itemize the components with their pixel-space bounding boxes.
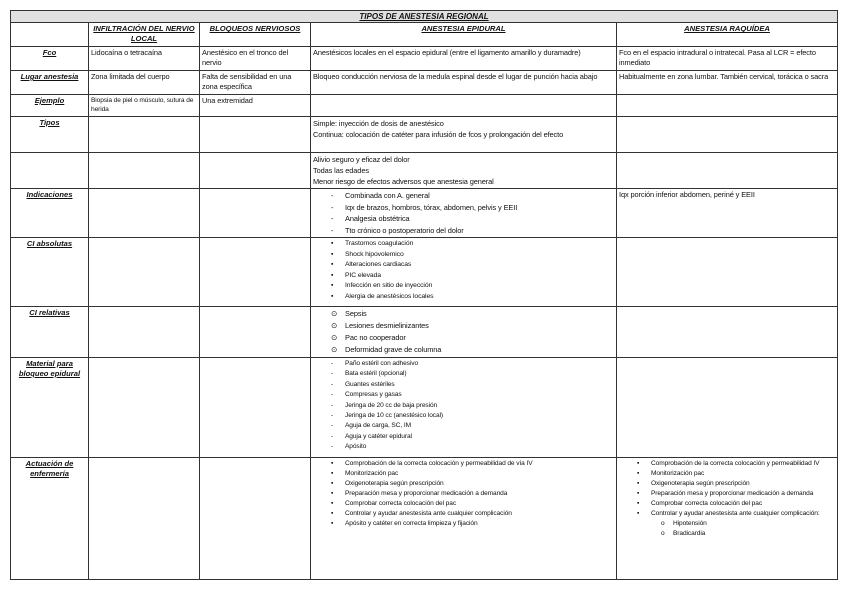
list-item [313, 271, 614, 282]
row-material [11, 358, 838, 458]
anesthesia-table [10, 10, 838, 580]
row-indicaciones [11, 189, 838, 238]
list-item-text: Controlar y ayudar anestesista ante cualquier complicación: [651, 510, 820, 517]
list-item [313, 380, 614, 390]
bullet-marker: ▪ [331, 470, 334, 477]
list-item-text: Aguja y catéter epidural [345, 432, 412, 440]
bullet-marker: ⊙ [331, 321, 338, 330]
header-raquidea: ANESTESIA RAQUÍDEA [617, 23, 838, 47]
indicaciones-epidural [311, 189, 617, 238]
lugar-infiltracion: Zona limitada del cuerpo [89, 71, 200, 95]
list-item [313, 421, 614, 431]
ventajas-epidural [311, 153, 617, 189]
actuacion-bloqueos [200, 458, 311, 580]
bullet-marker: ▪ [331, 520, 334, 527]
table-title: TIPOS DE ANESTESIA REGIONAL [11, 11, 838, 23]
row-tipos [11, 117, 838, 153]
list-item [619, 489, 835, 499]
list-item-text: Oxigenoterapia según prescripción [651, 480, 750, 487]
actuacion-infiltracion [89, 458, 200, 580]
list-item-text: Oxigenoterapia según prescripción [345, 480, 444, 487]
bullet-marker: ▪ [637, 500, 640, 507]
list-item-text: Hipotensión [673, 520, 707, 527]
list-item [313, 442, 614, 452]
list-item [313, 469, 614, 479]
list-item-text: Iqx de brazos, hombros, tórax, abdomen, pelvis y EEII [345, 202, 518, 212]
bullet-marker: - [331, 360, 334, 367]
ci-relativas-raquidea [617, 307, 838, 358]
list-item-text: PIC elevada [345, 271, 381, 279]
list-item [313, 509, 614, 519]
list-item [313, 499, 614, 509]
ci-absolutas-list [313, 239, 614, 302]
list-item [313, 281, 614, 292]
ci-relativas-bloqueos [200, 307, 311, 358]
list-item-text: Deformidad grave de columna [345, 345, 442, 354]
row-label-ventajas [11, 153, 89, 189]
row-ci-absolutas [11, 238, 838, 307]
list-item [313, 369, 614, 379]
bullet-marker: ⊙ [331, 333, 338, 342]
list-item-text: Preparación mesa y proporcionar medicación a demanda [345, 490, 508, 497]
bullet-marker: - [331, 370, 334, 378]
list-item [313, 401, 614, 411]
indicaciones-raquidea: Iqx porción inferior abdomen, periné y EEII [617, 189, 838, 238]
row-label-ci-absolutas: CI absolutas [11, 238, 89, 307]
row-lugar [11, 71, 838, 95]
ejemplo-epidural [311, 95, 617, 117]
ejemplo-infiltracion: Biopsia de piel o músculo, sutura de herida [89, 95, 200, 117]
bullet-marker: ▪ [331, 292, 334, 300]
bullet-marker: ⊙ [331, 309, 338, 318]
list-item [313, 202, 614, 214]
list-item [619, 509, 835, 519]
ventaja-line: Alivio seguro y eficaz del dolor [313, 155, 410, 164]
list-item-text: Jeringa de 10 cc (anestésico local) [345, 412, 444, 420]
list-item-text: Analgesia obstétrica [345, 214, 410, 223]
list-item-text: Infección en sitio de inyección [345, 282, 433, 289]
bullet-marker: ⊙ [331, 345, 338, 354]
list-item [313, 320, 614, 332]
header-row [11, 23, 838, 47]
list-item-text: Trastornos coagulación [345, 240, 414, 247]
fco-raquidea: Fco en el espacio intradural o intratecal. Pasa al LCR = efecto inmediato [617, 47, 838, 71]
ventajas-infiltracion [89, 153, 200, 189]
header-infiltracion: INFILTRACIÓN DEL NERVIO LOCAL [89, 23, 200, 47]
list-item [313, 239, 614, 250]
list-item-text: Tto crónico o postoperatorio del dolor [345, 225, 464, 235]
bullet-marker: ▪ [637, 460, 640, 467]
bullet-marker: ▪ [331, 480, 334, 487]
tipos-epidural [311, 117, 617, 153]
bullet-marker: ▪ [637, 470, 640, 477]
material-bloqueos [200, 358, 311, 458]
bullet-marker: ▪ [331, 500, 334, 507]
tipos-continua: Continua: colocación de catéter para infusión de fcos y prolongación del efecto [313, 130, 564, 139]
list-item [313, 359, 614, 369]
fco-epidural: Anestésicos locales en el espacio epidural (entre el ligamento amarillo y duramadre) [311, 47, 617, 71]
list-item [313, 225, 614, 237]
document-page [10, 10, 838, 580]
ci-absolutas-infiltracion [89, 238, 200, 307]
bullet-marker: ▪ [331, 490, 334, 497]
bullet-marker: - [331, 225, 334, 235]
material-raquidea [617, 358, 838, 458]
list-item [313, 489, 614, 499]
list-item-text: Comprobación de la correcta colocación y permeabilidad IV [651, 460, 820, 467]
lugar-epidural: Bloqueo conducción nerviosa de la medula espinal desde el lugar de punción hacia abajo [311, 71, 617, 95]
ventaja-line: Menor riesgo de efectos adversos que anestesia general [313, 177, 494, 186]
bullet-marker: - [331, 443, 334, 451]
bullet-marker: - [331, 214, 334, 223]
row-label-lugar: Lugar anestesia [11, 71, 89, 95]
list-item-text: Shock hipovolemico [345, 250, 404, 258]
list-item-text: Preparación mesa y proporcionar medicación a demanda [651, 490, 814, 497]
list-item [313, 190, 614, 202]
bullet-marker: - [331, 391, 334, 399]
list-item-text: Pac no cooperador [345, 333, 406, 342]
list-item-text: Comprobar correcta colocación del pac [651, 500, 763, 507]
bullet-marker: o [661, 520, 665, 527]
list-item [619, 479, 835, 489]
actuacion-raquidea [617, 458, 838, 580]
list-item-text: Apósito [345, 443, 367, 451]
bullet-marker: ▪ [331, 271, 334, 279]
bullet-marker: ▪ [331, 250, 334, 258]
bullet-marker: - [331, 412, 334, 420]
list-item [313, 479, 614, 489]
list-item-text: Bradicardia [673, 530, 706, 537]
bullet-marker: - [331, 422, 334, 430]
list-item [619, 499, 835, 509]
list-item [619, 519, 835, 529]
bullet-marker: - [331, 432, 334, 440]
list-item-text: Guantes estériles [345, 380, 395, 388]
lugar-bloqueos: Falta de sensibilidad en una zona específica [200, 71, 311, 95]
list-item [313, 390, 614, 400]
list-item-text: Combinada con A. general [345, 191, 430, 200]
actuacion-epidural-list [313, 459, 614, 529]
ci-absolutas-bloqueos [200, 238, 311, 307]
list-item-text: Comprobar correcta colocación del pac [345, 500, 457, 507]
ci-absolutas-raquidea [617, 238, 838, 307]
list-item-text: Aguja de carga, SC, IM [345, 422, 411, 430]
list-item [313, 432, 614, 442]
list-item-text: Jeringa de 20 cc de baja presión [345, 401, 438, 409]
indicaciones-list [313, 190, 614, 236]
ventajas-bloqueos [200, 153, 311, 189]
actuacion-raquidea-list [619, 459, 835, 519]
bullet-marker: ▪ [331, 261, 334, 268]
tipos-raquidea [617, 117, 838, 153]
row-ejemplo [11, 95, 838, 117]
bullet-marker: - [331, 191, 334, 200]
bullet-marker: - [331, 401, 334, 409]
list-item [619, 459, 835, 469]
header-bloqueos: BLOQUEOS NERVIOSOS [200, 23, 311, 47]
list-item [313, 459, 614, 469]
row-label-actuacion: Actuación de enfermería [11, 458, 89, 580]
list-item-text: Sepsis [345, 309, 367, 318]
fco-infiltracion: Lidocaína o tetracaína [89, 47, 200, 71]
list-item-text: Controlar y ayudar anestesista ante cualquier complicación [345, 510, 512, 517]
row-label-material: Material para bloqueo epidural [11, 358, 89, 458]
list-item [313, 292, 614, 303]
bullet-marker: ▪ [331, 240, 334, 247]
row-label-ejemplo: Ejemplo [11, 95, 89, 117]
tipos-simple: Simple: inyección de dosis de anestésico [313, 119, 444, 128]
lugar-raquidea: Habitualmente en zona lumbar. También cervical, torácica o sacra [617, 71, 838, 95]
row-label-ci-relativas: CI relativas [11, 307, 89, 358]
list-item-text: Monitorización pac [345, 470, 399, 477]
list-item [313, 411, 614, 421]
ejemplo-raquidea [617, 95, 838, 117]
indicaciones-infiltracion [89, 189, 200, 238]
ci-relativas-list [313, 308, 614, 356]
actuacion-raquidea-sublist [619, 519, 835, 539]
list-item-text: Comprobación de la correcta colocación y permeabilidad de vía IV [345, 460, 533, 467]
list-item [313, 250, 614, 261]
list-item [313, 308, 614, 320]
ci-absolutas-epidural [311, 238, 617, 307]
row-label-fco: Fco [11, 47, 89, 71]
list-item-text: Alergia de anestésicos locales [345, 292, 434, 300]
ci-relativas-infiltracion [89, 307, 200, 358]
list-item [313, 519, 614, 529]
bullet-marker: ▪ [637, 480, 640, 487]
header-empty-cell [11, 23, 89, 47]
list-item [619, 529, 835, 539]
bullet-marker: - [331, 380, 334, 388]
row-label-indicaciones: Indicaciones [11, 189, 89, 238]
list-item [619, 469, 835, 479]
material-epidural [311, 358, 617, 458]
bullet-marker: ▪ [331, 282, 334, 289]
list-item-text: Alteraciones cardiacas [345, 261, 412, 268]
list-item-text: Lesiones desmielinizantes [345, 321, 429, 330]
row-actuacion [11, 458, 838, 580]
bullet-marker: o [661, 530, 665, 537]
list-item-text: Monitorización pac [651, 470, 705, 477]
list-item-text: Apósito y catéter en correcta limpieza y fijación [345, 520, 478, 527]
header-epidural: ANESTESIA EPIDURAL [311, 23, 617, 47]
ejemplo-bloqueos: Una extremidad [200, 95, 311, 117]
fco-bloqueos: Anestésico en el tronco del nervio [200, 47, 311, 71]
list-item-text: Paño estéril con adhesivo [345, 360, 419, 367]
list-item [313, 213, 614, 225]
material-list [313, 359, 614, 453]
bullet-marker: ▪ [637, 510, 640, 517]
ventajas-raquidea [617, 153, 838, 189]
list-item [313, 260, 614, 271]
list-item-text: Bata estéril (opcional) [345, 370, 407, 378]
bullet-marker: ▪ [331, 460, 334, 467]
tipos-infiltracion [89, 117, 200, 153]
tipos-bloqueos [200, 117, 311, 153]
ci-relativas-epidural [311, 307, 617, 358]
list-item-text: Compresas y gasas [345, 391, 402, 399]
row-ci-relativas [11, 307, 838, 358]
indicaciones-bloqueos [200, 189, 311, 238]
list-item [313, 332, 614, 344]
bullet-marker: ▪ [637, 490, 640, 497]
bullet-marker: ▪ [331, 510, 334, 517]
actuacion-epidural [311, 458, 617, 580]
ventaja-line: Todas las edades [313, 166, 369, 175]
list-item [313, 344, 614, 356]
row-fco [11, 47, 838, 71]
bullet-marker: - [331, 202, 334, 212]
material-infiltracion [89, 358, 200, 458]
title-row [11, 11, 838, 23]
row-label-tipos: Tipos [11, 117, 89, 153]
row-ventajas [11, 153, 838, 189]
